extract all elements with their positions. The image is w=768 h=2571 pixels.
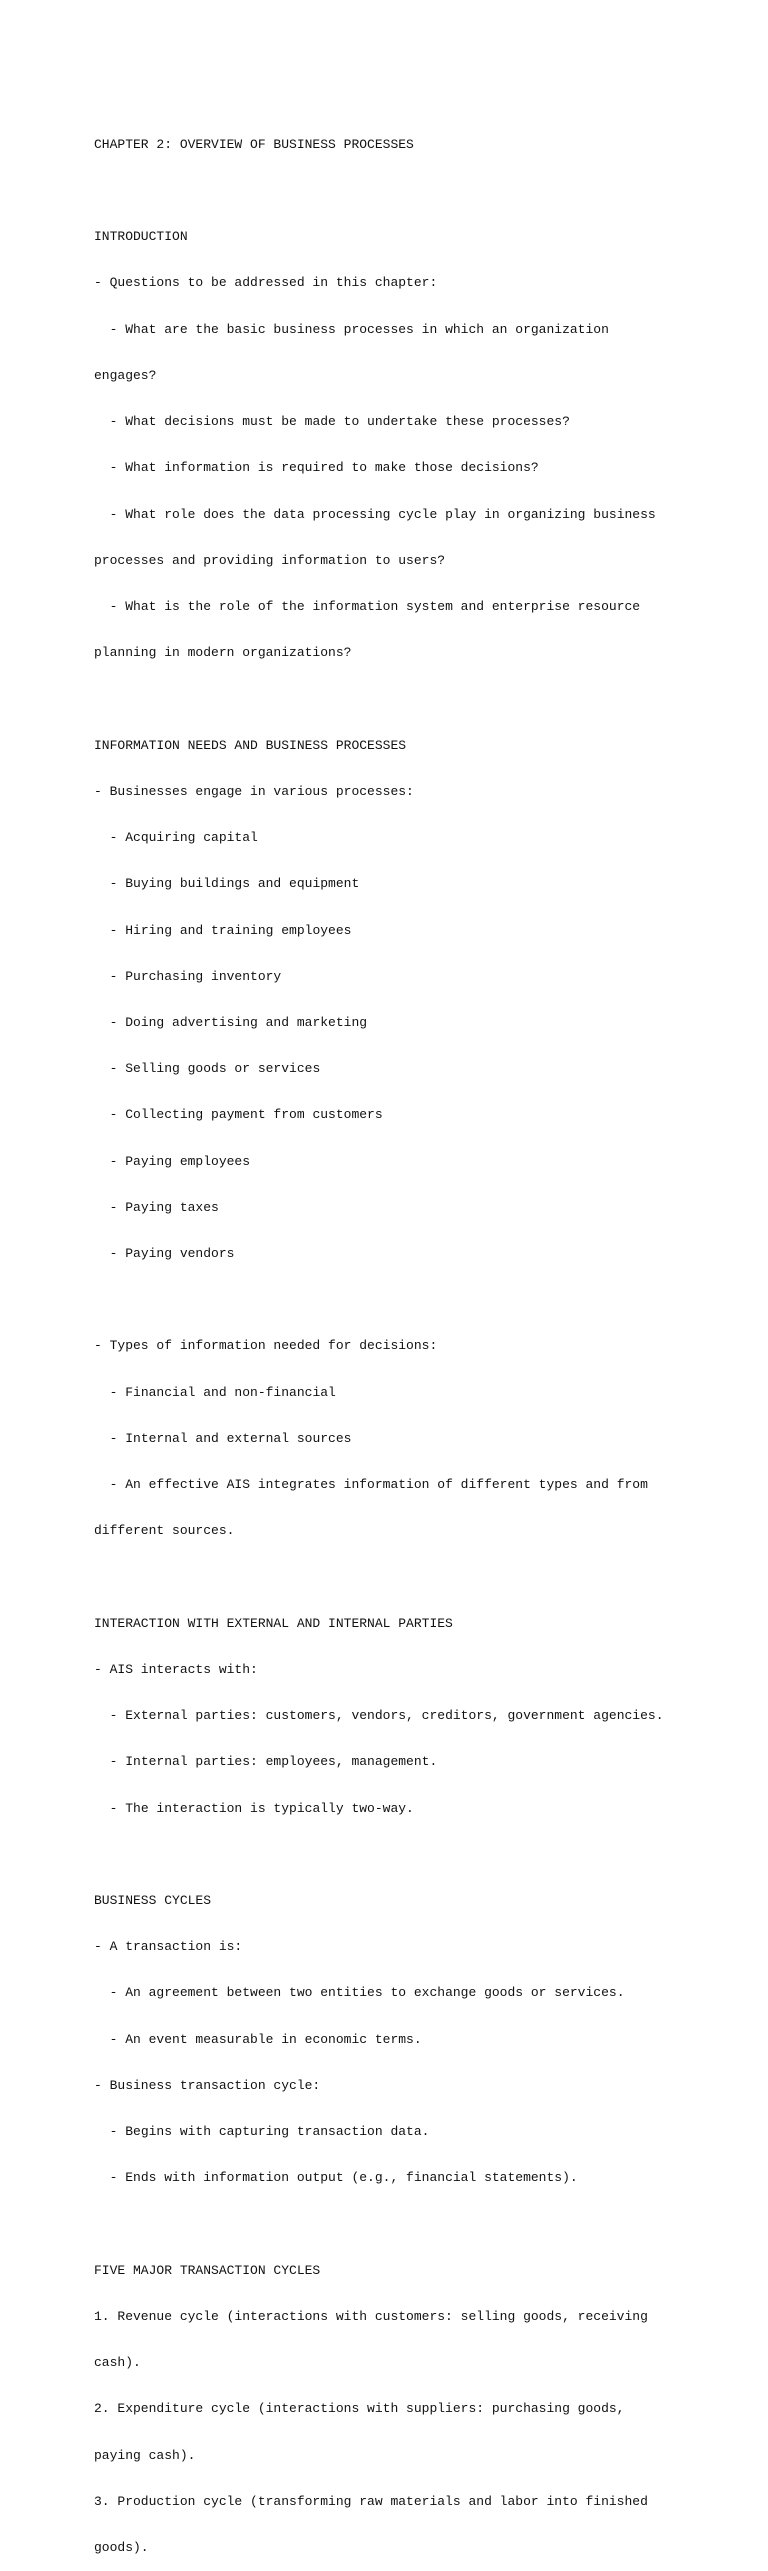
numbered-item: 1. Revenue cycle (interactions with customers: selling goods, receiving [94,2309,648,2324]
document-line-1: CHAPTER 2: OVERVIEW OF BUSINESS PROCESSES [94,136,414,152]
list-item: - External parties: customers, vendors, creditors, government agencies. [94,1708,664,1724]
document-line: - Business transaction cycle: [94,2077,321,2093]
list-item: - An agreement between two entities to exchange goods or services. [94,1985,625,2001]
document-line: - Types of information needed for decisions: [94,1338,438,1354]
section-heading-interaction: INTERACTION WITH EXTERNAL AND INTERNAL PARTIES [94,1615,453,1631]
list-item: - Doing advertising and marketing [94,1014,368,1030]
blank-line [94,183,744,198]
list-item: - Ends with information output (e.g., financial statements). [94,2170,578,2186]
list-item: - An event measurable in economic terms. [94,2031,422,2047]
document-line: - What role does the data processing cycle play in organizing business [94,506,656,522]
list-item: - Financial and non-financial [94,1384,336,1400]
list-item: - Selling goods or services [94,1061,321,1077]
numbered-item: 2. Expenditure cycle (interactions with suppliers: purchasing goods, [94,2401,625,2417]
blank-line [94,1292,744,1307]
document-line: - What are the basic business processes in which an organization [94,321,609,337]
list-item: - An effective AIS integrates information of different types and from [94,1477,648,1493]
document-line: goods). [94,2540,149,2556]
document-line: engages? [94,367,157,383]
blank-line [94,1570,744,1585]
section-heading-information-needs: INFORMATION NEEDS AND BUSINESS PROCESSES [94,737,407,753]
list-item: - Hiring and training employees [94,922,352,938]
list-item: - The interaction is typically two-way. [94,1800,414,1816]
list-item: - Acquiring capital [94,830,258,846]
section-heading-five-cycles: FIVE MAJOR TRANSACTION CYCLES [94,2262,321,2278]
document-line: planning in modern organizations? [94,645,352,661]
numbered-item: 3. Production cycle (transforming raw materials and labor into finished [94,2493,648,2509]
list-item: - Purchasing inventory [94,968,282,984]
document-page [94,106,744,2571]
document-line: different sources. [94,1523,235,1539]
document-line: processes and providing information to users? [94,552,446,568]
list-item: - Collecting payment from customers [94,1107,383,1123]
list-item: - Internal and external sources [94,1430,352,1446]
list-item: - Paying employees [94,1153,251,1169]
list-item: - Paying taxes [94,1199,219,1215]
section-heading-introduction: INTRODUCTION [94,229,188,245]
document-line: cash). [94,2355,141,2371]
blank-line [94,691,744,706]
section-heading-business-cycles: BUSINESS CYCLES [94,1893,212,1909]
document-line: - What is the role of the information system and enterprise resource [94,598,641,614]
list-item: - Paying vendors [94,1246,235,1262]
document-line: paying cash). [94,2447,196,2463]
list-item: - Begins with capturing transaction data. [94,2124,430,2140]
list-item: - Buying buildings and equipment [94,876,360,892]
blank-line [94,2217,744,2232]
document-line: - What decisions must be made to undertake these processes? [94,414,570,430]
blank-line [94,1847,744,1862]
document-line: - What information is required to make those decisions? [94,460,539,476]
document-line: - AIS interacts with: [94,1661,258,1677]
document-line: - Businesses engage in various processes: [94,783,414,799]
list-item: - Internal parties: employees, management. [94,1754,438,1770]
document-line: - Questions to be addressed in this chapter: [94,275,438,291]
document-line: - A transaction is: [94,1939,243,1955]
